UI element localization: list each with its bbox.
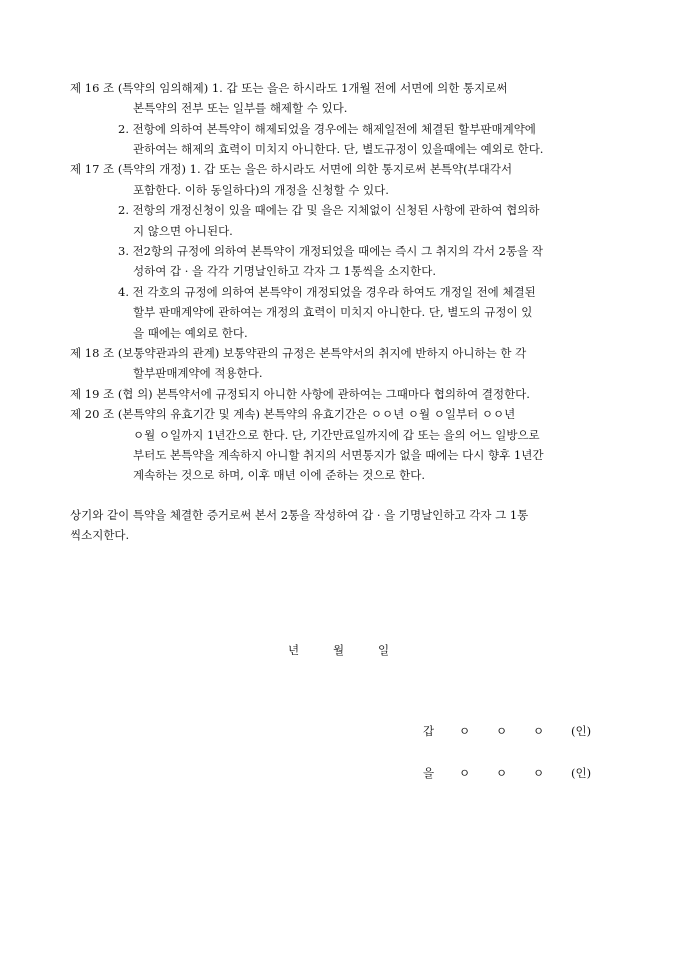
article-18-line-2: 할부판매계약에 적용한다.	[133, 366, 263, 380]
article-17-line-6: 성하여 갑 · 을 각각 기명날인하고 각자 그 1통씩을 소지한다.	[133, 264, 437, 278]
article-17-line-1: 제 17 조 (특약의 개정) 1. 갑 또는 을은 하시라도 서면에 의한 통지로써 본특약(부대각서	[70, 162, 513, 176]
article-20-line-1: 제 20 조 (본특약의 유효기간 및 계속) 본특약의 유효기간은 ㅇㅇ년 ㅇ월 ㅇ일부터 ㅇㅇ년	[70, 407, 516, 421]
name-placeholder: ㅇ	[459, 766, 471, 780]
article-16-line-3: 2. 전항에 의하여 본특약이 해제되었을 경우에는 해제일전에 체결된 할부판매계약에	[118, 122, 536, 136]
article-17-line-3: 2. 전항의 개정신청이 있을 때에는 갑 및 을은 지체없이 신청된 사항에 관하여 협의하	[118, 203, 540, 217]
closing-line-2: 씩소지한다.	[70, 528, 130, 542]
article-20-line-3: 부터도 본특약을 계속하지 아니할 취지의 서면통지가 없을 때에는 다시 향후 1년간	[133, 448, 544, 462]
article-17-line-2: 포함한다. 이하 동일하다)의 개정을 신청할 수 있다.	[133, 183, 389, 197]
article-19-line-1: 제 19 조 (협 의) 본특약서에 규정되지 아니한 사항에 관하여는 그때마다 협의하여 결정한다.	[70, 387, 530, 401]
seal-label: (인)	[571, 724, 592, 738]
article-17-line-5: 3. 전2항의 규정에 의하여 본특약이 개정되었을 때에는 즉시 그 취지의 각서 2통을 작	[118, 244, 543, 258]
closing-line-1: 상기와 같이 특약을 체결한 증거로써 본서 2통을 작성하여 갑 · 을 기명날인하고 각자 그 1통	[70, 508, 529, 522]
name-placeholder: ㅇ	[533, 724, 545, 738]
article-17-line-7: 4. 전 각호의 규정에 의하여 본특약이 개정되었을 경우라 하여도 개정일 전에 체결된	[118, 285, 536, 299]
party-label: 을	[423, 766, 435, 780]
name-placeholder: ㅇ	[459, 724, 471, 738]
name-placeholder: ㅇ	[496, 766, 508, 780]
date-year-label: 년	[288, 643, 300, 657]
seal-label: (인)	[571, 766, 592, 780]
article-20-line-2: ㅇ월 ㅇ일까지 1년간으로 한다. 단, 기간만료일까지에 갑 또는 을의 어느 일방으로	[133, 428, 540, 442]
party-label: 갑	[423, 724, 435, 738]
article-18-line-1: 제 18 조 (보통약관과의 관계) 보통약관의 규정은 본특약서의 취지에 반하지 아니하는 한 각	[70, 346, 527, 360]
date-month-label: 월	[333, 643, 345, 657]
article-17-line-8: 할부 판매계약에 관하여는 개정의 효력이 미치지 아니한다. 단, 별도의 규정이 있	[133, 305, 533, 319]
article-17-line-9: 을 때에는 예외로 한다.	[133, 326, 248, 340]
article-20-line-4: 계속하는 것으로 하며, 이후 매년 이에 준하는 것으로 한다.	[133, 468, 426, 482]
article-17-line-4: 지 않으면 아니된다.	[133, 224, 233, 238]
article-16-line-4: 관하여는 해제의 효력이 미치지 아니한다. 단, 별도규정이 있을때에는 예외로 한다.	[133, 142, 544, 156]
date-day-label: 일	[378, 643, 390, 657]
article-16-line-2: 본특약의 전부 또는 일부를 해제할 수 있다.	[133, 101, 348, 115]
article-16-line-1: 제 16 조 (특약의 임의해제) 1. 갑 또는 을은 하시라도 1개월 전에 서면에 의한 통지로써	[70, 81, 508, 95]
name-placeholder: ㅇ	[533, 766, 545, 780]
name-placeholder: ㅇ	[496, 724, 508, 738]
